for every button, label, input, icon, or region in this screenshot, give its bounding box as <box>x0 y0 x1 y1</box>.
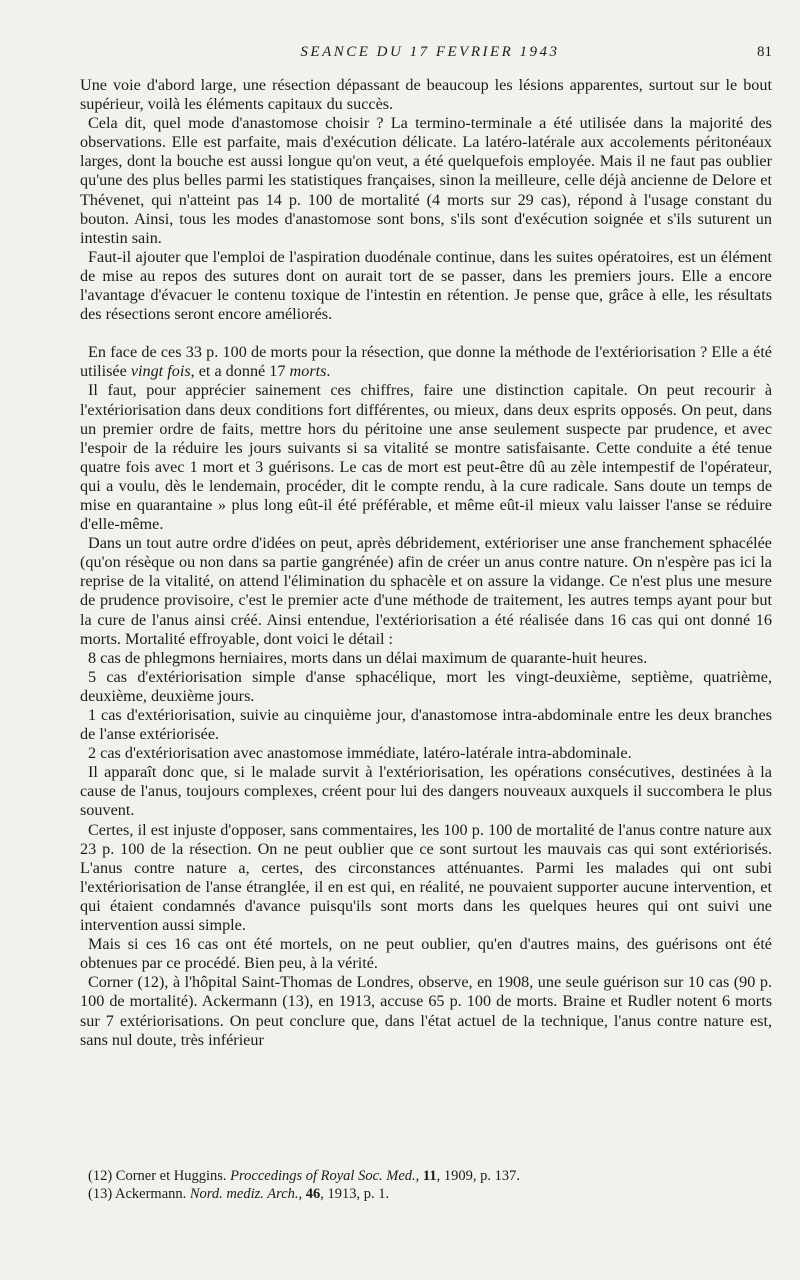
footnote-rest: , 1909, p. 137. <box>436 1168 520 1184</box>
footnote-volume: 11 <box>422 1168 437 1184</box>
footnote: (12) Corner et Huggins. Proccedings of Royal Soc. Med., 11, 1909, p. 137. <box>88 1168 520 1184</box>
paragraph: 5 cas d'extériorisation simple d'anse sphacélique, mort les vingt-deuxième, septième, quatrième, deuxième, deuxième jours. <box>80 667 772 705</box>
paragraph: Il apparaît donc que, si le malade survit à l'extériorisation, les opérations consécutives, destinées à la cause de l'anus, toujours complexes, créent pour lui des dangers nouveaux auxquels il succombera le plus souvent. <box>80 763 772 820</box>
paragraph: Faut-il ajouter que l'emploi de l'aspiration duodénale continue, dans les suites opératoires, est un élément de mise au repos des sutures dont on aurait tort de se passer, dans les premiers jours. Elle a encore l'avantage d'évacuer le contenu toxique de l'intestin en rétention. Je pense que, grâce à elle, les résultats des résections seront encore améliorés. <box>80 247 772 324</box>
paragraph: Certes, il est injuste d'opposer, sans commentaires, les 100 p. 100 de mortalité de l'anus contre nature aux 23 p. 100 de la résection. On ne peut oublier que ce sont surtout les mauvais cas qui sont extériorisés. L'anus contre nature a, certes, des circonstances atténuantes. Parmi les malades qui ont subi l'extériorisation de l'anse étranglée, il en est qui, en réalité, ne pouvaient supporter aucune intervention, et qui étaient condamnés d'avance puisqu'ils sont morts dans les quelques heures qui ont suivi une intervention aussi simple. <box>80 820 772 935</box>
footnotes <box>88 1167 772 1203</box>
footnote-journal: Proccedings of Royal Soc. Med. <box>230 1168 416 1184</box>
paragraph: Mais si ces 16 cas ont été mortels, on ne peut oublier, qu'en d'autres mains, des guérisons ont été obtenues par ce procédé. Bien peu, à la vérité. <box>80 935 772 973</box>
footnote-authors: Ackermann. <box>112 1186 190 1202</box>
page-header <box>88 44 772 68</box>
text-run: . <box>326 362 331 381</box>
footnote: (13) Ackermann. Nord. mediz. Arch., 46, 1913, p. 1. <box>88 1186 390 1202</box>
footnote-volume: 46 <box>305 1186 321 1202</box>
paragraph: 1 cas d'extériorisation, suivie au cinquième jour, d'anastomose intra-abdominale entre les deux branches de l'anse extériorisée. <box>80 706 772 744</box>
footnote-number: (12) <box>88 1168 113 1184</box>
text-run: En face de ces 33 p. 100 de morts pour la résection, que donne la méthode de l'extériorisation ? Elle a été utilisée <box>80 343 772 381</box>
paragraph: Cela dit, quel mode d'anastomose choisir ? La termino-terminale a été utilisée dans la majorité des observations. Elle est parfaite, mais d'exécution délicate. La latéro-latérale aux accolements péritonéaux larges, dont la bouche est aussi longue qu'on veut, a été quelquefois employée. Mais il ne faut pas oublier qu'une des plus belles parmi les statistiques françaises, sinon la meilleure, celle déjà ancienne de Delore et Thévenet, qui n'atteint pas 14 p. 100 de mortalité (4 morts sur 29 cas), répond à l'usage constant du bouton. Ainsi, tous les modes d'anastomose sont bons, s'ils sont d'exécution soignée et s'ils suturent un intestin sain. <box>80 114 772 247</box>
paragraph: Il faut, pour apprécier sainement ces chiffres, faire une distinction capitale. On peut recourir à l'extériorisation dans deux conditions fort différentes, ou mieux, dans deux esprits opposés. On peut, dans un premier ordre de faits, mettre hors du péritoine une anse seulement suspecte par prudence, et avec l'espoir de la réduire les jours suivants si sa vitalité se montre satisfaisante. Cette conduite a été tenue quatre fois avec 1 mort et 3 guérisons. Le cas de mort est peut-être dû au zèle intempestif de l'opérateur, qui a voulu, dès le lendemain, procéder, dit le compte rendu, à la cure radicale. Sans doute un temps de mise en quarantaine » plus long eût-il été préférable, et même eût-il mieux valu laisser l'anse se réduire d'elle-même. <box>80 381 772 534</box>
emphasis: vingt fois <box>130 362 191 381</box>
paragraph: Corner (12), à l'hôpital Saint-Thomas de Londres, observe, en 1908, une seule guérison sur 10 cas (90 p. 100 de mortalité). Ackermann (13), en 1913, accuse 65 p. 100 de morts. Braine et Rudler notent 6 morts sur 7 extériorisations. On peut conclure que, dans l'état actuel de la technique, l'anus contre nature est, sans nul doute, très inférieur <box>80 973 772 1049</box>
paragraph: Une voie d'abord large, une résection dépassant de beaucoup les lésions apparentes, surtout sur le bout supérieur, voilà les éléments capitaux du succès. <box>80 76 772 114</box>
page-number: 81 <box>757 44 772 60</box>
footnote-authors: Corner et Huggins. <box>112 1168 231 1184</box>
emphasis: morts <box>289 362 327 381</box>
body-text <box>80 76 772 1050</box>
running-title: SEANCE DU 17 FEVRIER 1943 <box>300 44 560 60</box>
footnote-number: (13) <box>88 1186 113 1202</box>
paragraph: 8 cas de phlegmons herniaires, morts dans un délai maximum de quarante-huit heures. <box>88 648 648 667</box>
paragraph: 2 cas d'extériorisation avec anastomose immédiate, latéro-latérale intra-abdominale. <box>88 744 632 763</box>
text-run: , et a donné 17 <box>190 362 290 381</box>
paragraph: Dans un tout autre ordre d'idées on peut, après débridement, extérioriser une anse franchement sphacélée (qu'on résèque ou non dans sa partie gangrénée) afin de créer un anus contre nature. On n'espère pas ici la reprise de la vitalité, on attend l'élimination du sphacèle et on assure la vidange. Ce n'est plus une mesure de prudence provisoire, c'est le premier acte d'une méthode de traitement, les autres temps ayant pour but la cure de l'anus ainsi créé. Ainsi entendue, l'extériorisation a été réalisée dans 16 cas qui ont donné 16 morts. Mortalité effroyable, dont voici le détail : <box>80 534 772 648</box>
footnote-journal: Nord. mediz. Arch. <box>189 1186 299 1202</box>
paragraph-exteriorisation <box>80 343 772 381</box>
footnote-rest: , 1913, p. 1. <box>320 1186 390 1202</box>
